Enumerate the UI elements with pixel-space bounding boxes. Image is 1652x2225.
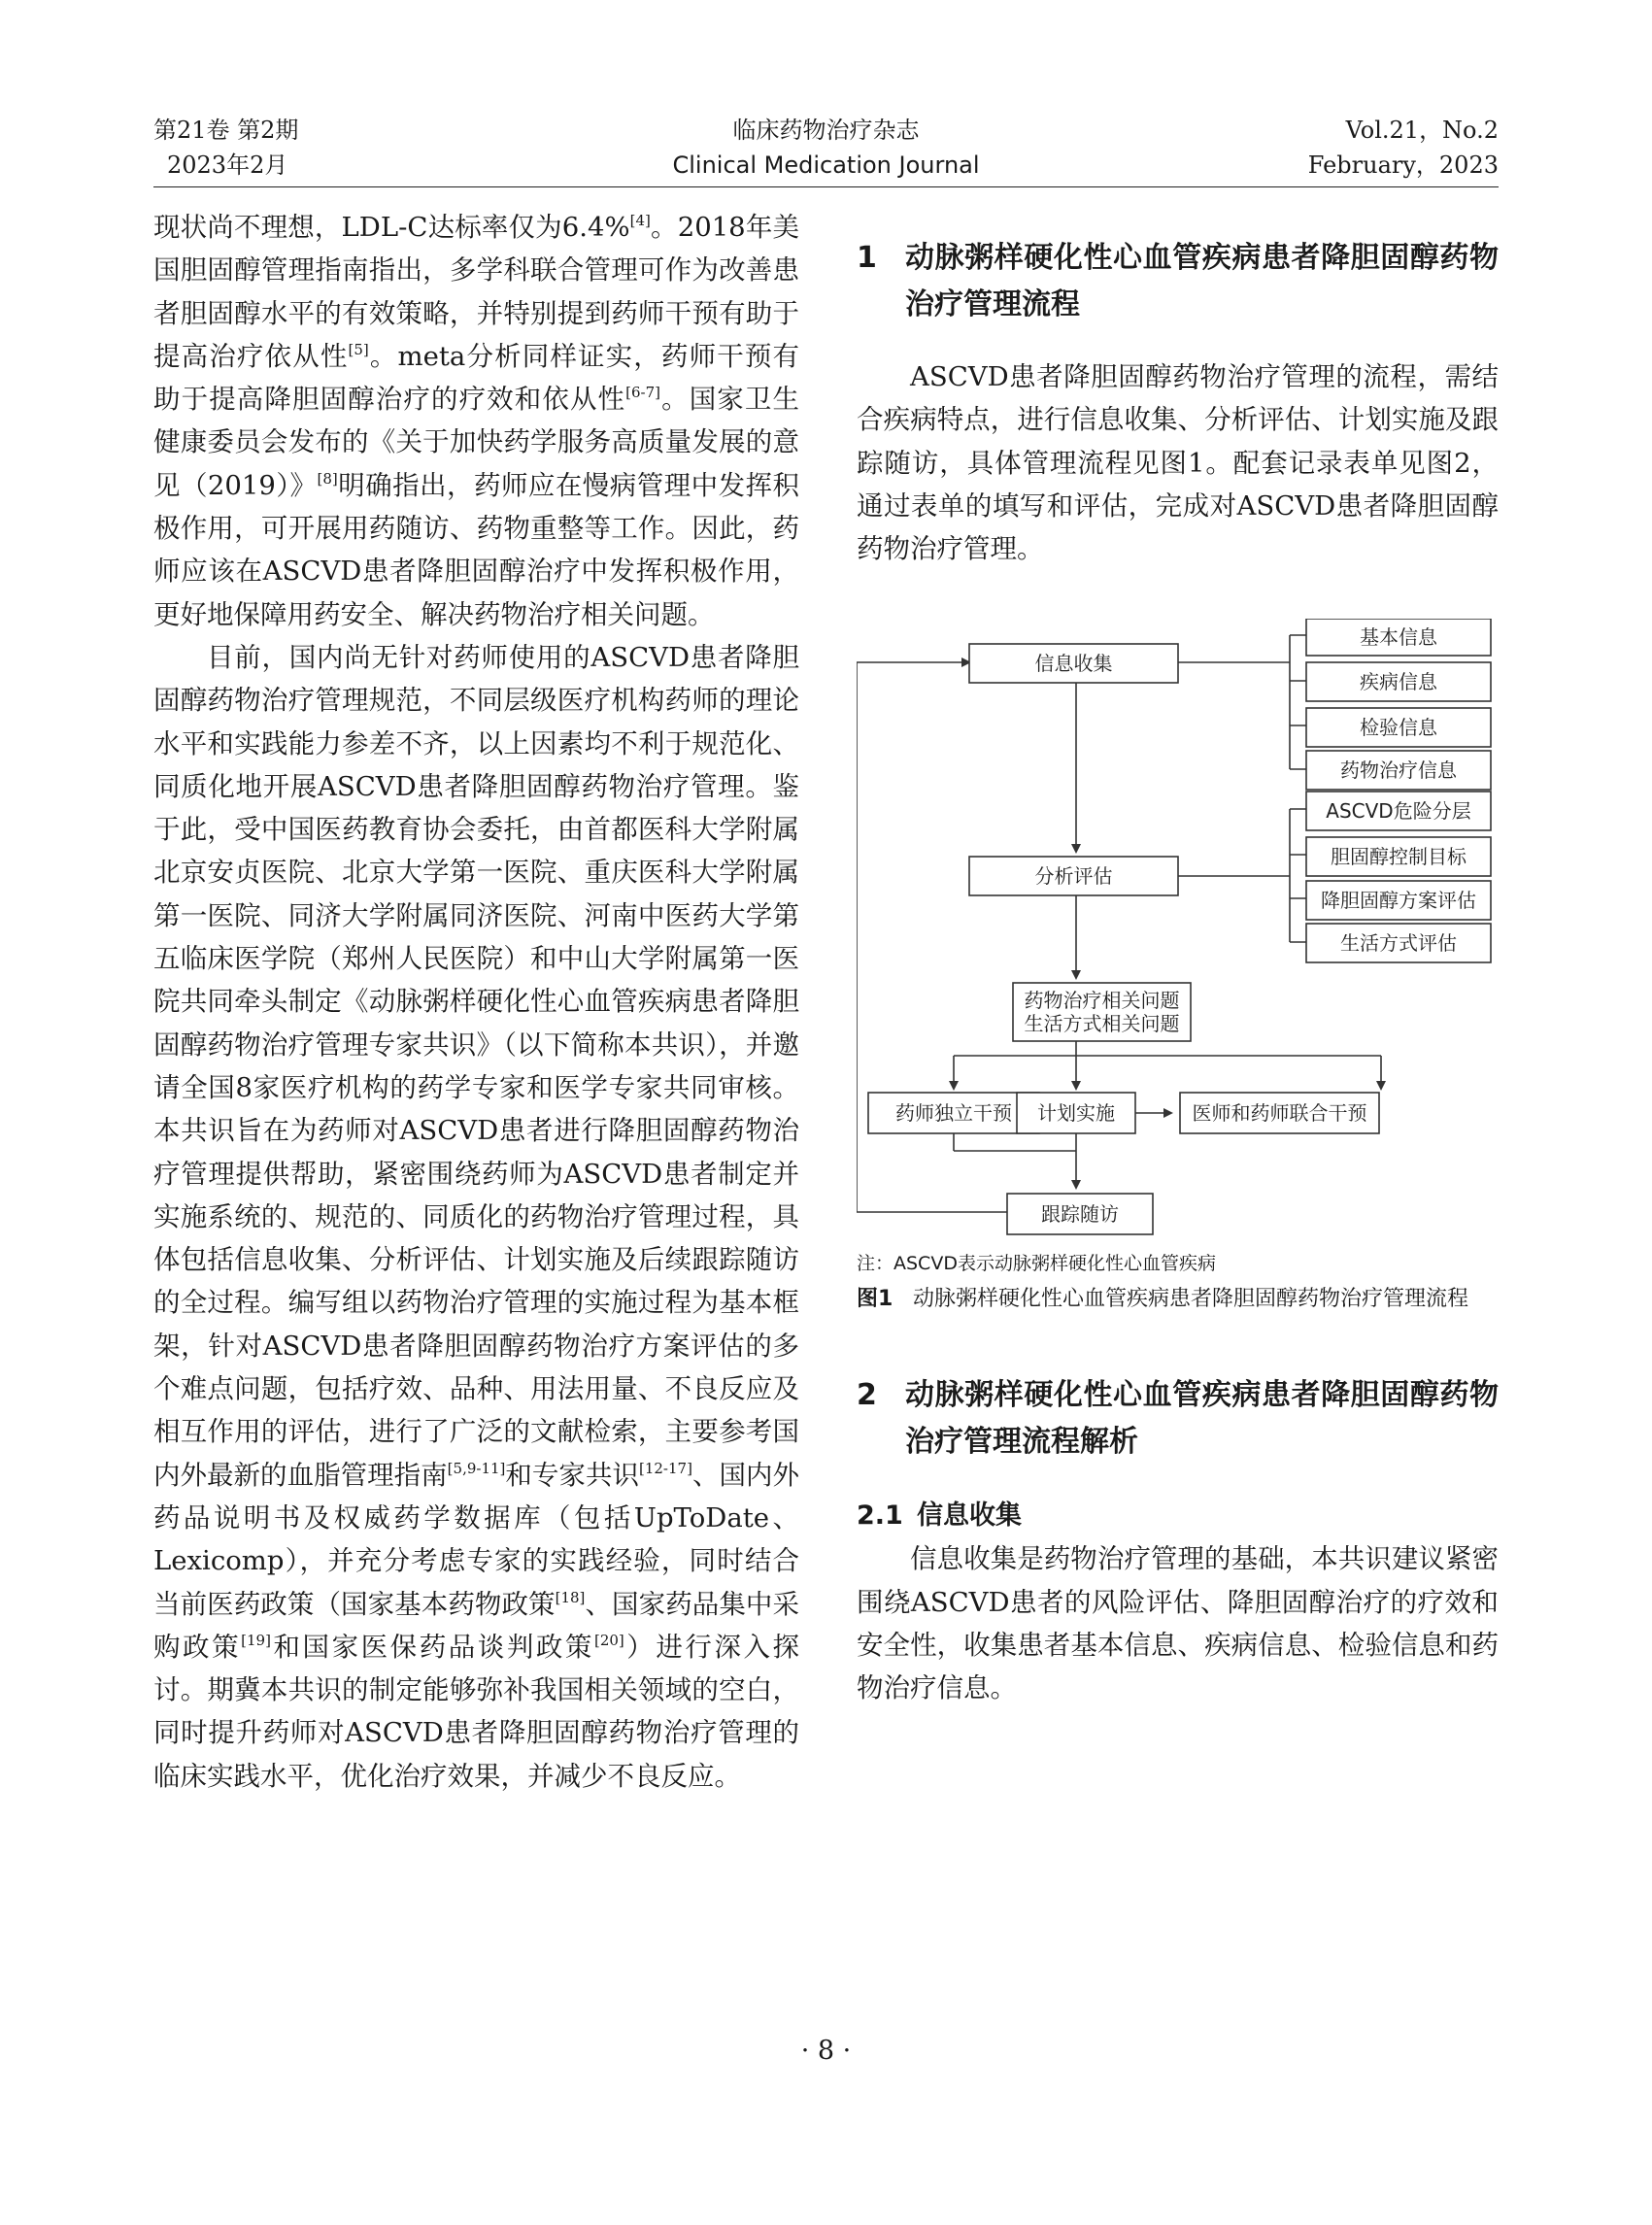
- citation: [6-7]: [625, 384, 661, 402]
- box-joint-intervention-label: 医师和药师联合干预: [1192, 1101, 1367, 1126]
- section-2-1-heading: 2.1 信息收集: [857, 1500, 1022, 1532]
- citation: [12-17]: [638, 1459, 692, 1477]
- citation: [19]: [241, 1631, 271, 1649]
- box-problems-label: 药物治疗相关问题: [1024, 989, 1180, 1013]
- citation: [18]: [555, 1588, 586, 1606]
- figure-title: 动脉粥样硬化性心血管疾病患者降胆固醇药物治疗管理流程: [913, 1287, 1469, 1312]
- box-info-collect: [969, 644, 1178, 683]
- box-basic-info-label: 基本信息: [1360, 625, 1437, 650]
- figure-label: 图1: [857, 1287, 893, 1312]
- citation: [20]: [593, 1631, 624, 1649]
- page-number: · 8 ·: [800, 2036, 852, 2066]
- box-lifestyle-eval: [1306, 924, 1491, 962]
- box-plan-implementation: [1017, 1093, 1135, 1133]
- box-chol-target-label: 胆固醇控制目标: [1331, 845, 1467, 869]
- box-pharmacist-alone: [868, 1093, 1039, 1133]
- citation: [5]: [348, 340, 369, 358]
- paragraph-consensus-background: 目前，国内尚无针对药师使用的ASCVD患者降胆固醇药物治疗管理规范，不同层级医疗机构药师的理论水平和实践能力参差不齐，以上因素均不利于规范化、同质化地开展ASCVD患者降胆固醇药物治疗管理。鉴于此，受中国医药教育协会委托，由首都医科大学附属北京安贞医院、北京大学第一医院、重庆医科大学附属第一医院、同济大学附属同济医院、河南中医药大学第五临床医学院（郑州人民医院）和中山大学附属第一医院共同牵头制定《动脉粥样硬化性心血管疾病患者降胆固醇药物治疗管理专家共识》（以下简称本共识），并邀请全国8家医疗机构的药学专家和医学专家共同审核。本共识旨在为药师对ASCVD患者进行降胆固醇药物治疗管理提供帮助，紧密围绕药师为ASCVD患者制定并实施系统的、规范的、同质化的药物治疗管理过程，具体包括信息收集、分析评估、计划实施及后续跟踪随访的全过程。编写组以药物治疗管理的实施过程为基本框架，针对ASCVD患者降胆固醇药物治疗方案评估的多个难点问题，包括疗效、品种、用法用量、不良反应及相互作用的评估，进行了广泛的文献检索，主要参考国内外最新的血脂管理指南[5,9-11]和专家共识[12-17]、国内外药品说明书及权威药学数据库（包括UpToDate、Lexicomp），并充分考虑专家的实践经验，同时结合当前医药政策（国家基本药物政策[18]、国家药品集中采购政策[19]和国家医保药品谈判政策[20]）进行深入探讨。期冀本共识的制定能够弥补我国相关领域的空白，同时提升药师对ASCVD患者降胆固醇药物治疗管理的临床实践水平，优化治疗效果，并减少不良反应。: [153, 641, 800, 1792]
- left-column: [153, 206, 799, 1798]
- box-followup-label: 跟踪随访: [1041, 1202, 1119, 1227]
- box-risk-strat-label: ASCVD危险分层: [1326, 799, 1471, 824]
- box-drug-info: [1306, 751, 1491, 790]
- running-header: [153, 109, 1499, 187]
- right-column: [857, 206, 1499, 1710]
- box-disease-info-label: 疾病信息: [1360, 670, 1437, 694]
- citation: [4]: [629, 212, 651, 229]
- box-lab-info-label: 检验信息: [1360, 716, 1437, 740]
- section-2-1-paragraph: 信息收集是药物治疗管理的基础，本共识建议紧密围绕ASCVD患者的风险评估、降胆固醇治疗的疗效和安全性，收集患者基本信息、疾病信息、检验信息和药物治疗信息。: [857, 1543, 1499, 1704]
- box-plan-implementation-label: 计划实施: [1037, 1101, 1115, 1126]
- box-pharmacist-alone-label: 药师独立干预: [895, 1101, 1012, 1126]
- box-chol-target: [1306, 837, 1491, 876]
- header-volume: 第21卷 第2期: [153, 117, 299, 144]
- box-problems-label: 生活方式相关问题: [1024, 1012, 1180, 1036]
- box-risk-strat: [1306, 792, 1491, 830]
- box-problems: [1013, 983, 1191, 1041]
- box-lab-info: [1306, 708, 1491, 747]
- header-journal-cn: 临床药物治疗杂志: [732, 117, 920, 144]
- box-joint-intervention: [1180, 1093, 1379, 1133]
- box-analysis: [969, 857, 1178, 895]
- box-plan-eval-label: 降胆固醇方案评估: [1321, 889, 1476, 913]
- figure-note: 注：ASCVD表示动脉粥样硬化性心血管疾病: [857, 1253, 1216, 1275]
- box-analysis-label: 分析评估: [1034, 864, 1113, 889]
- header-date-en: February，2023: [1307, 152, 1499, 179]
- header-vol-no: Vol.21，No.2: [1345, 117, 1499, 144]
- figure-1-flowchart: [857, 619, 1499, 1240]
- header-date-cn: 2023年2月: [167, 152, 288, 179]
- header-journal: [153, 113, 1499, 183]
- header-journal-en: Clinical Medication Journal: [672, 152, 980, 179]
- section-1-heading: 1 动脉粥样硬化性心血管疾病患者降胆固醇药物治疗管理流程: [857, 241, 1499, 321]
- box-followup: [1007, 1194, 1153, 1234]
- section-1-paragraph: ASCVD患者降胆固醇药物治疗管理的流程，需结合疾病特点，进行信息收集、分析评估、计划实施及跟踪随访，具体管理流程见图1。配套记录表单见图2，通过表单的填写和评估，完成对ASCVD患者降胆固醇药物治疗管理。: [857, 361, 1499, 565]
- box-lifestyle-eval-label: 生活方式评估: [1340, 931, 1457, 956]
- section-2-heading: 2 动脉粥样硬化性心血管疾病患者降胆固醇药物治疗管理流程解析: [857, 1378, 1499, 1460]
- paragraph-intro-end: 现状尚不理想，LDL-C达标率仅为6.4%[4]。2018年美国胆固醇管理指南指出，多学科联合管理可作为改善患者胆固醇水平的有效策略，并特别提到药师干预有助于提高治疗依从性[5]。meta分析同样证实，药师干预有助于提高降胆固醇治疗的疗效和依从性[6-7]。国家卫生健康委员会发布的《关于加快药学服务高质量发展的意见（2019）》[8]明确指出，药师应在慢病管理中发挥积极作用，可开展用药随访、药物重整等工作。因此，药师应该在ASCVD患者降胆固醇治疗中发挥积极作用，更好地保障用药安全、解决药物治疗相关问题。: [153, 212, 800, 630]
- header-vol-en: [1308, 113, 1499, 183]
- figure-1-caption: [857, 1283, 1499, 1316]
- box-info-collect-label: 信息收集: [1034, 652, 1113, 676]
- box-disease-info: [1306, 662, 1491, 701]
- citation: [8]: [317, 469, 338, 488]
- box-drug-info-label: 药物治疗信息: [1340, 759, 1457, 783]
- box-plan-eval: [1306, 881, 1491, 920]
- citation: [5,9-11]: [447, 1459, 506, 1477]
- box-basic-info: [1306, 619, 1491, 656]
